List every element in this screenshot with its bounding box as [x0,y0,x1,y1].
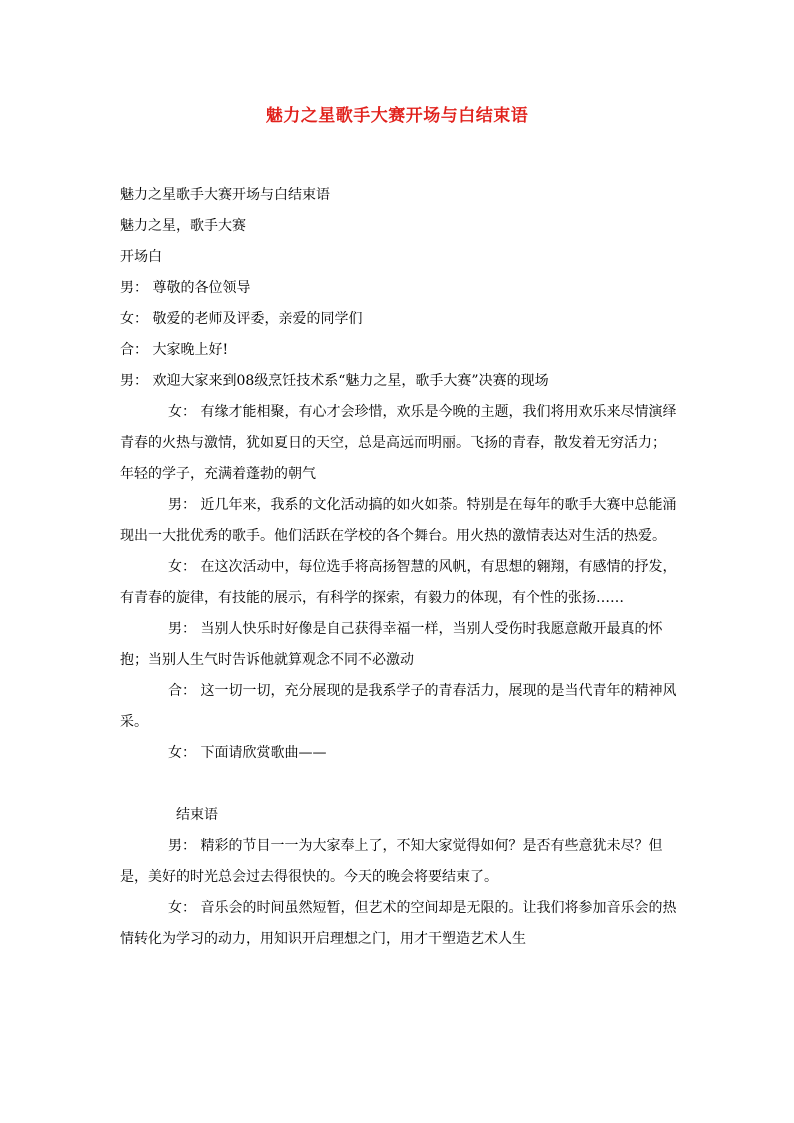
dialogue-paragraph: 男： 精彩的节目一一为大家奉上了，不知大家觉得如何？是否有些意犹未尽？但是，美好的时光总会过去得很快的。今天的晚会将要结束了。 [120,838,663,885]
section-heading-opening: 开场白 [120,249,162,265]
paragraph-heading: 魅力之星歌手大赛开场与白结束语 [120,187,330,203]
dialogue-paragraph: 男： 当别人快乐时好像是自己获得幸福一样，当别人受伤时我愿意敞开最真的怀抱；当别人生气时告诉他就算观念不同不必激动 [120,621,663,668]
blank-line [120,769,678,800]
dialogue-paragraph: 男： 近几年来，我系的文化活动搞的如火如荼。特别是在每年的歌手大赛中总能涌现出一大批优秀的歌手。他们活跃在学校的各个舞台。用火热的激情表达对生活的热爱。 [120,497,677,544]
document-body [120,180,678,955]
dialogue-paragraph: 女： 在这次活动中，每位选手将高扬智慧的风帆，有思想的翱翔，有感情的抒发，有青春的旋律，有技能的展示，有科学的探索，有毅力的体现，有个性的张扬…… [120,559,677,606]
dialogue-paragraph: 女： 有缘才能相聚，有心才会珍惜，欢乐是今晚的主题，我们将用欢乐来尽情演绎青春的火热与激情，犹如夏日的天空，总是高远而明丽。飞扬的青春，散发着无穷活力；年轻的学子，充满着蓬勃的朝气 [120,404,677,482]
dialogue-paragraph: 女： 音乐会的时间虽然短暂，但艺术的空间却是无限的。让我们将参加音乐会的热情转化为学习的动力，用知识开启理想之门，用才干塑造艺术人生 [120,900,677,947]
dialogue-paragraph: 女： 下面请欣赏歌曲—— [168,745,327,761]
paragraph-subtitle: 魅力之星，歌手大赛 [120,218,246,234]
dialogue-line: 男： 尊敬的各位领导 [120,280,251,296]
dialogue-line: 合： 大家晚上好! [120,342,229,358]
dialogue-line: 女： 敬爱的老师及评委，亲爱的同学们 [120,311,363,327]
dialogue-paragraph: 合： 这一切一切，充分展现的是我系学子的青春活力，展现的是当代青年的精神风采。 [120,683,677,730]
section-heading-closing: 结束语 [176,807,218,823]
dialogue-line: 男： 欢迎大家来到08级烹饪技术系“魅力之星，歌手大赛”决赛的现场 [120,373,549,389]
document-title: 魅力之星歌手大赛开场与白结束语 [265,106,529,126]
